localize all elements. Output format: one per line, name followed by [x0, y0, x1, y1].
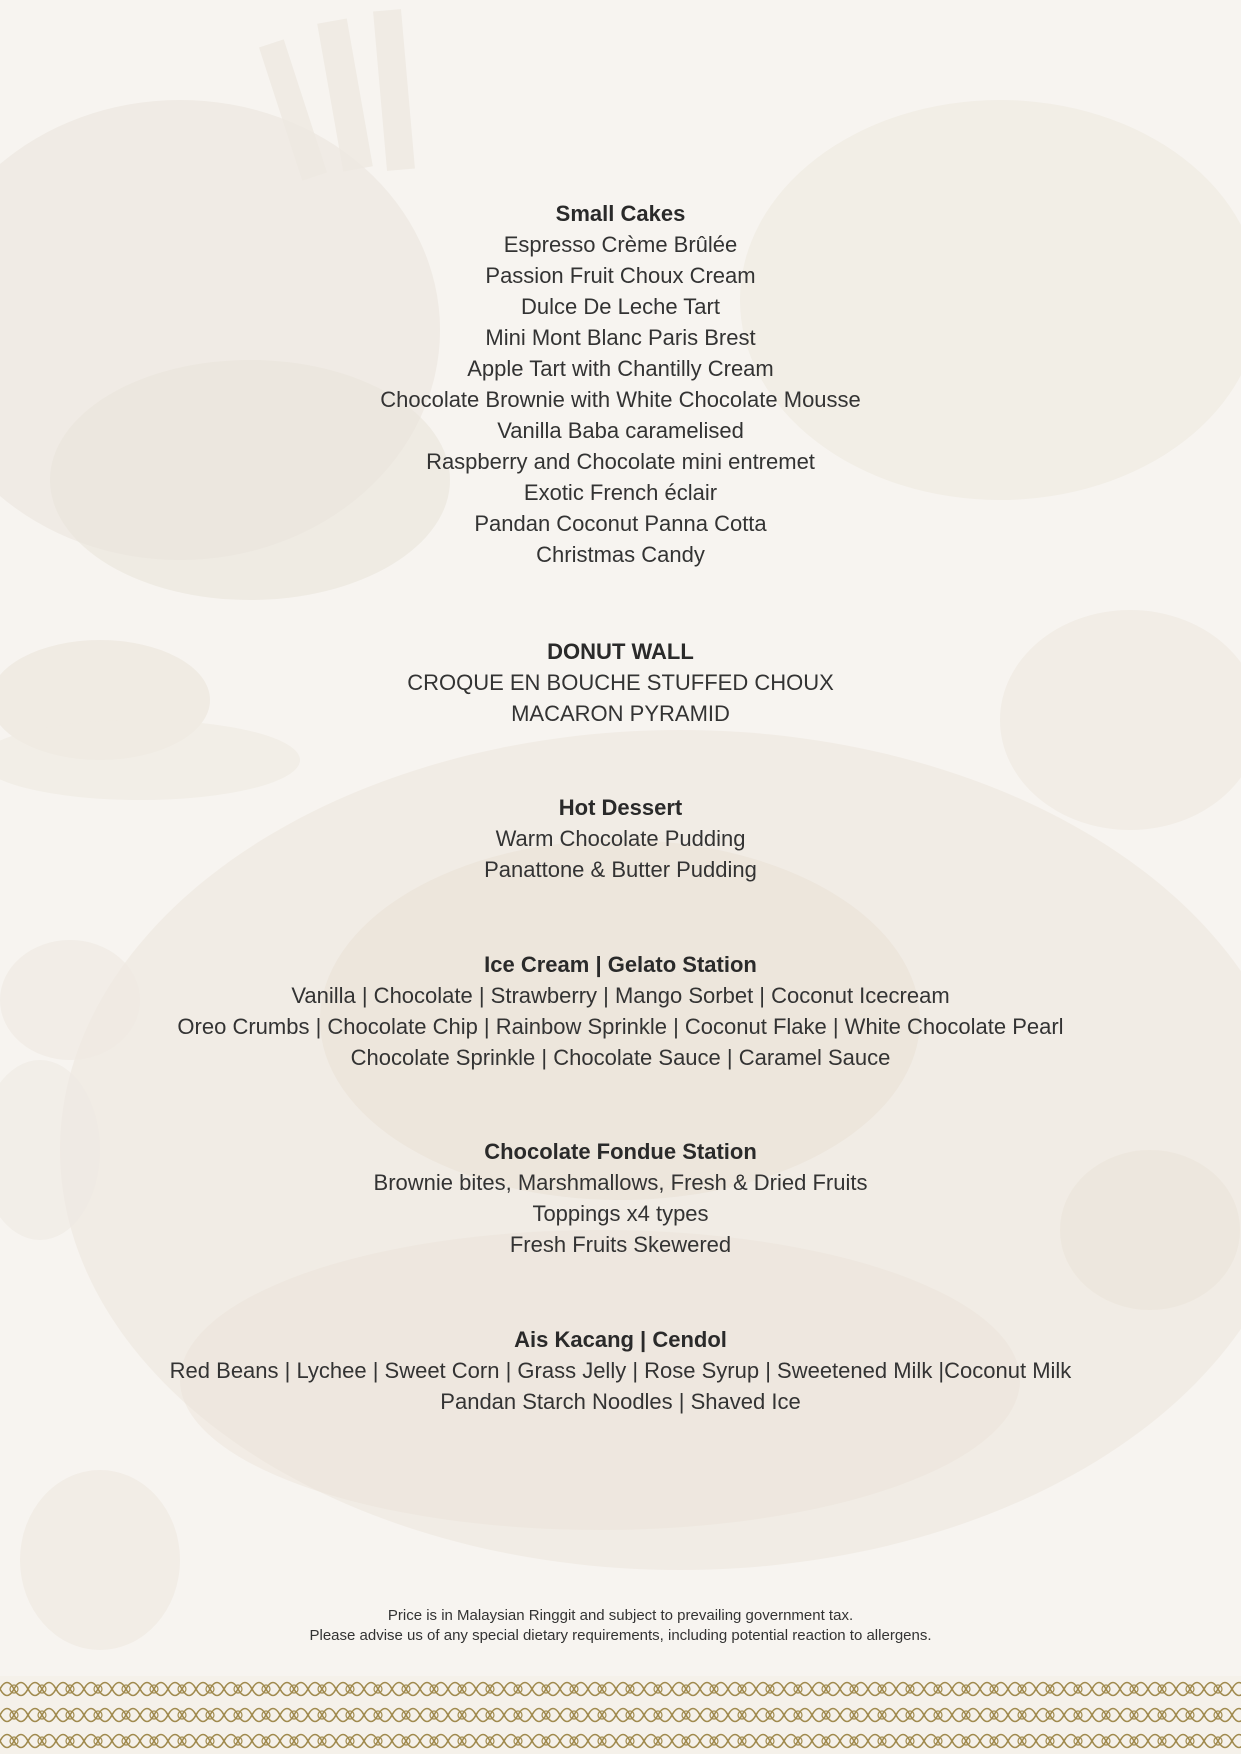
menu-item: Chocolate Sprinkle | Chocolate Sauce | Caramel Sauce: [350, 1045, 891, 1070]
footer-allergen-note: Please advise us of any special dietary requirements, including potential reaction to allergens.: [309, 1627, 932, 1644]
menu-item: Pandan Starch Noodles | Shaved Ice: [440, 1389, 801, 1414]
menu-item: Vanilla Baba caramelised: [497, 418, 744, 443]
section-title: Ice Cream | Gelato Station: [484, 952, 757, 977]
section-title: Chocolate Fondue Station: [484, 1139, 757, 1164]
menu-item: Espresso Crème Brûlée: [503, 232, 738, 257]
menu-item: Apple Tart with Chantilly Cream: [467, 356, 774, 381]
decorative-lattice-border: [0, 1676, 1241, 1754]
footer-price-note: Price is in Malaysian Ringgit and subject to prevailing government tax.: [387, 1607, 854, 1624]
section-small-cakes: [0, 198, 1241, 570]
menu-item: Panattone & Butter Pudding: [484, 857, 757, 882]
menu-item: Chocolate Brownie with White Chocolate Mousse: [380, 387, 861, 412]
menu-item: Brownie bites, Marshmallows, Fresh & Dried Fruits: [373, 1170, 868, 1195]
menu-item: Pandan Coconut Panna Cotta: [474, 511, 767, 536]
section-chocolate-fondue: [0, 1136, 1241, 1260]
section-title: DONUT WALL: [547, 639, 694, 664]
menu-item: Oreo Crumbs | Chocolate Chip | Rainbow Sprinkle | Coconut Flake | White Chocolate Pearl: [177, 1014, 1064, 1039]
menu-item: Fresh Fruits Skewered: [509, 1232, 732, 1257]
menu-item: Red Beans | Lychee | Sweet Corn | Grass Jelly | Rose Syrup | Sweetened Milk |Coconut Milk: [169, 1358, 1072, 1383]
section-ais-kacang-cendol: [0, 1324, 1241, 1417]
menu-item: Passion Fruit Choux Cream: [485, 263, 756, 288]
section-title: Ais Kacang | Cendol: [514, 1327, 727, 1352]
section-ice-cream-gelato: [0, 949, 1241, 1073]
section-hot-dessert: [0, 792, 1241, 885]
menu-item: Warm Chocolate Pudding: [495, 826, 746, 851]
menu-item: Vanilla | Chocolate | Strawberry | Mango Sorbet | Coconut Icecream: [291, 983, 950, 1008]
menu-item: Christmas Candy: [536, 542, 705, 567]
menu-item: Exotic French éclair: [523, 480, 718, 505]
menu-item: Toppings x4 types: [532, 1201, 709, 1226]
menu-item: CROQUE EN BOUCHE STUFFED CHOUX: [407, 670, 834, 695]
section-donut-wall: [0, 636, 1241, 729]
footer-notice: [0, 1606, 1241, 1646]
menu-item: MACARON PYRAMID: [511, 701, 730, 726]
section-title: Hot Dessert: [558, 795, 683, 820]
menu-item: Raspberry and Chocolate mini entremet: [426, 449, 815, 474]
menu-item: Mini Mont Blanc Paris Brest: [485, 325, 756, 350]
menu-item: Dulce De Leche Tart: [521, 294, 720, 319]
section-title: Small Cakes: [555, 201, 686, 226]
